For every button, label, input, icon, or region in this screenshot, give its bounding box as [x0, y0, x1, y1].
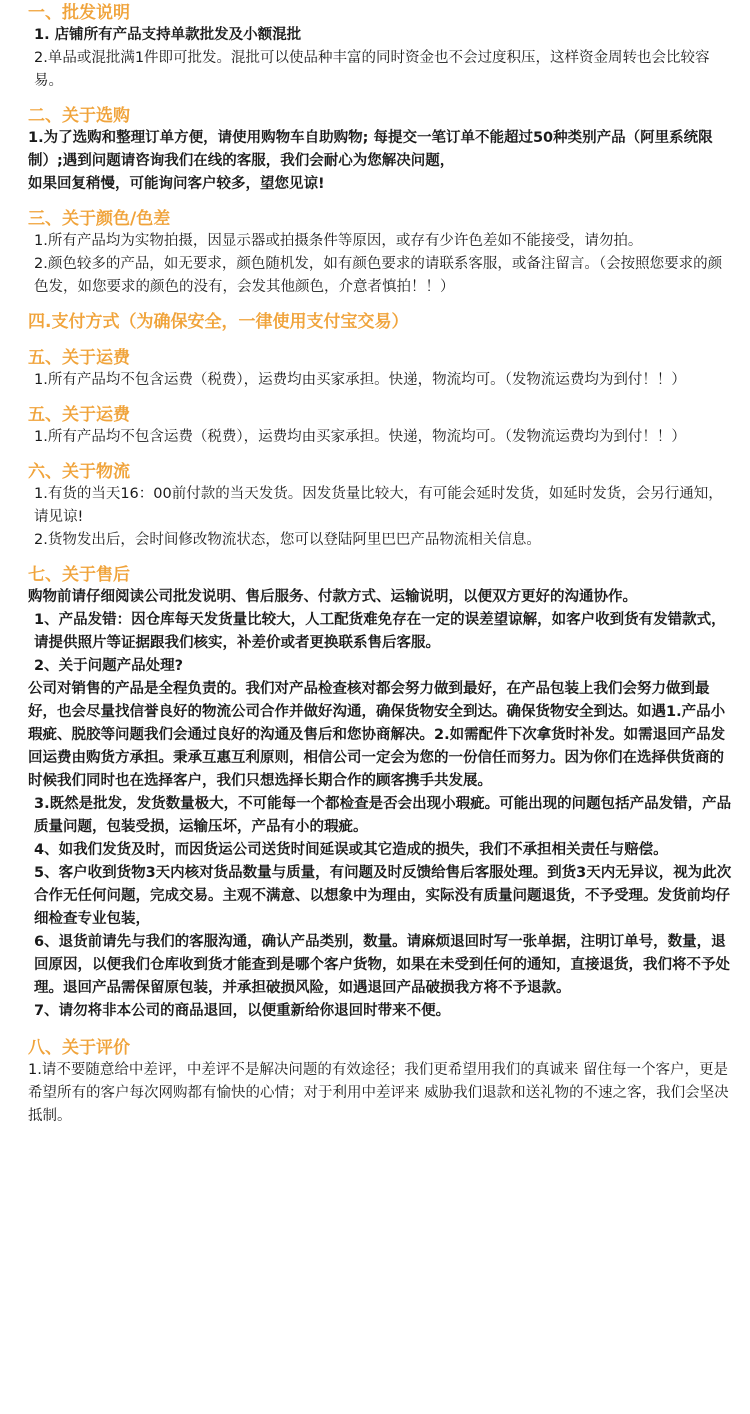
- section-review: [28, 1037, 732, 1128]
- paragraph: 2.颜色较多的产品，如无要求，颜色随机发，如有颜色要求的请联系客服，或备注留言。（会按照您要求的颜色发，如您要求的颜色的没有，会发其他颜色，介意者慎拍！！）: [34, 256, 723, 295]
- paragraph: 2、关于问题产品处理?: [34, 658, 183, 674]
- section-heading: 七、关于售后: [28, 565, 130, 585]
- paragraph: 1.所有产品均不包含运费（税费），运费均由买家承担。快递，物流均可。（发物流运费均为到付！！）: [34, 429, 686, 445]
- section-payment: [28, 311, 732, 333]
- paragraph: 公司对销售的产品是全程负责的。我们对产品检查核对都会努力做到最好，在产品包装上我们会努力做到最好，也会尽量找信誉良好的物流公司合作并做好沟通，确保货物安全到达。确保货物安全到达。如遇1.产品小瑕疵、脱胶等问题我们会通过良好的沟通及售后和您协商解决。2.如需配件下次拿货时补发。如需退回产品发回运费由购货方承担。秉承互惠互利原则，相信公司一定会为您的一份信任而努力。因为你们在选择供货商的时候我们同时也在选择客户，我们只想选择长期合作的顾客携手共发展。: [28, 681, 726, 789]
- paragraph: 4、如我们发货及时，而因货运公司送货时间延误或其它造成的损失，我们不承担相关责任与赔偿。: [34, 842, 668, 858]
- paragraph: 3.既然是批发，发货数量极大，不可能每一个都检查是否会出现小瑕疵。可能出现的问题包括产品发错，产品质量问题，包装受损，运输压坏，产品有小的瑕疵。: [34, 796, 732, 835]
- paragraph: 如果回复稍慢，可能询问客户较多，望您见谅!: [28, 176, 325, 192]
- paragraph: 1.所有产品均为实物拍摄，因显示器或拍摄条件等原因，或存有少许色差如不能接受，请勿拍。: [34, 233, 643, 249]
- section-after-sales: [28, 564, 732, 1023]
- section-heading: 五、关于运费: [28, 348, 130, 368]
- section-wholesale: [28, 0, 732, 93]
- paragraph: 7、请勿将非本公司的商品退回，以便重新给你退回时带来不便。: [34, 1003, 451, 1019]
- paragraph: 1、产品发错：因仓库每天发货量比较大，人工配货难免存在一定的误差望谅解，如客户收到货有发错款式，请提供照片等证据跟我们核实，补差价或者更换联系售后客服。: [34, 612, 726, 651]
- section-heading: 三、关于颜色/色差: [28, 209, 171, 229]
- paragraph: 1.所有产品均不包含运费（税费），运费均由买家承担。快递，物流均可。（发物流运费均为到付！！）: [34, 372, 686, 388]
- section-heading: 六、关于物流: [28, 462, 130, 482]
- section-shipping-fee-repeat: [28, 404, 732, 449]
- section-heading: 八、关于评价: [28, 1038, 130, 1058]
- paragraph: 2.货物发出后，会时间修改物流状态，您可以登陆阿里巴巴产品物流相关信息。: [34, 532, 541, 548]
- section-heading: 一、批发说明: [28, 3, 130, 23]
- section-color: [28, 208, 732, 299]
- paragraph: 1.为了选购和整理订单方便，请使用购物车自助购物; 每提交一笔订单不能超过50种类别产品（阿里系统限制）;遇到问题请咨询我们在线的客服，我们会耐心为您解决问题，: [28, 130, 713, 169]
- paragraph: 6、退货前请先与我们的客服沟通，确认产品类别，数量。请麻烦退回时写一张单据，注明订单号，数量，退回原因，以便我们仓库收到货才能查到是哪个客户货物，如果在未受到任何的通知，直接退货，我们将不予处理。退回产品需保留原包装，并承担破损风险，如遇退回产品破损我方将不予退款。: [34, 934, 730, 996]
- paragraph: 购物前请仔细阅读公司批发说明、售后服务、付款方式、运输说明，以便双方更好的沟通协作。: [28, 589, 637, 605]
- paragraph: 1.有货的当天16：00前付款的当天发货。因发货量比较大，有可能会延时发货，如延时发货，会另行通知，请见谅!: [34, 486, 723, 525]
- section-heading: 四.支付方式（为确保安全，一律使用支付宝交易）: [28, 312, 409, 332]
- section-heading: 二、关于选购: [28, 106, 130, 126]
- paragraph: 1. 店铺所有产品支持单款批发及小额混批: [34, 27, 302, 43]
- section-logistics: [28, 461, 732, 552]
- section-purchase: [28, 105, 732, 196]
- paragraph: 1.请不要随意给中差评，中差评不是解决问题的有效途径；我们更希望用我们的真诚来 留住每一个客户，更是希望所有的客户每次网购都有愉快的心情；对于利用中差评来 威胁我们退款和送礼物的不速之客，我们会坚决抵制。: [28, 1062, 729, 1124]
- section-heading: 五、关于运费: [28, 405, 130, 425]
- section-shipping-fee: [28, 347, 732, 392]
- paragraph: 5、客户收到货物3天内核对货品数量与质量，有问题及时反馈给售后客服处理。到货3天内无异议，视为此次合作无任何问题，完成交易。主观不满意、以想象中为理由，实际没有质量问题退货，不予受理。发货前均仔细检查专业包装，: [34, 865, 732, 927]
- paragraph: 2.单品或混批满1件即可批发。混批可以使品种丰富的同时资金也不会过度积压，这样资金周转也会比较容易。: [34, 50, 710, 89]
